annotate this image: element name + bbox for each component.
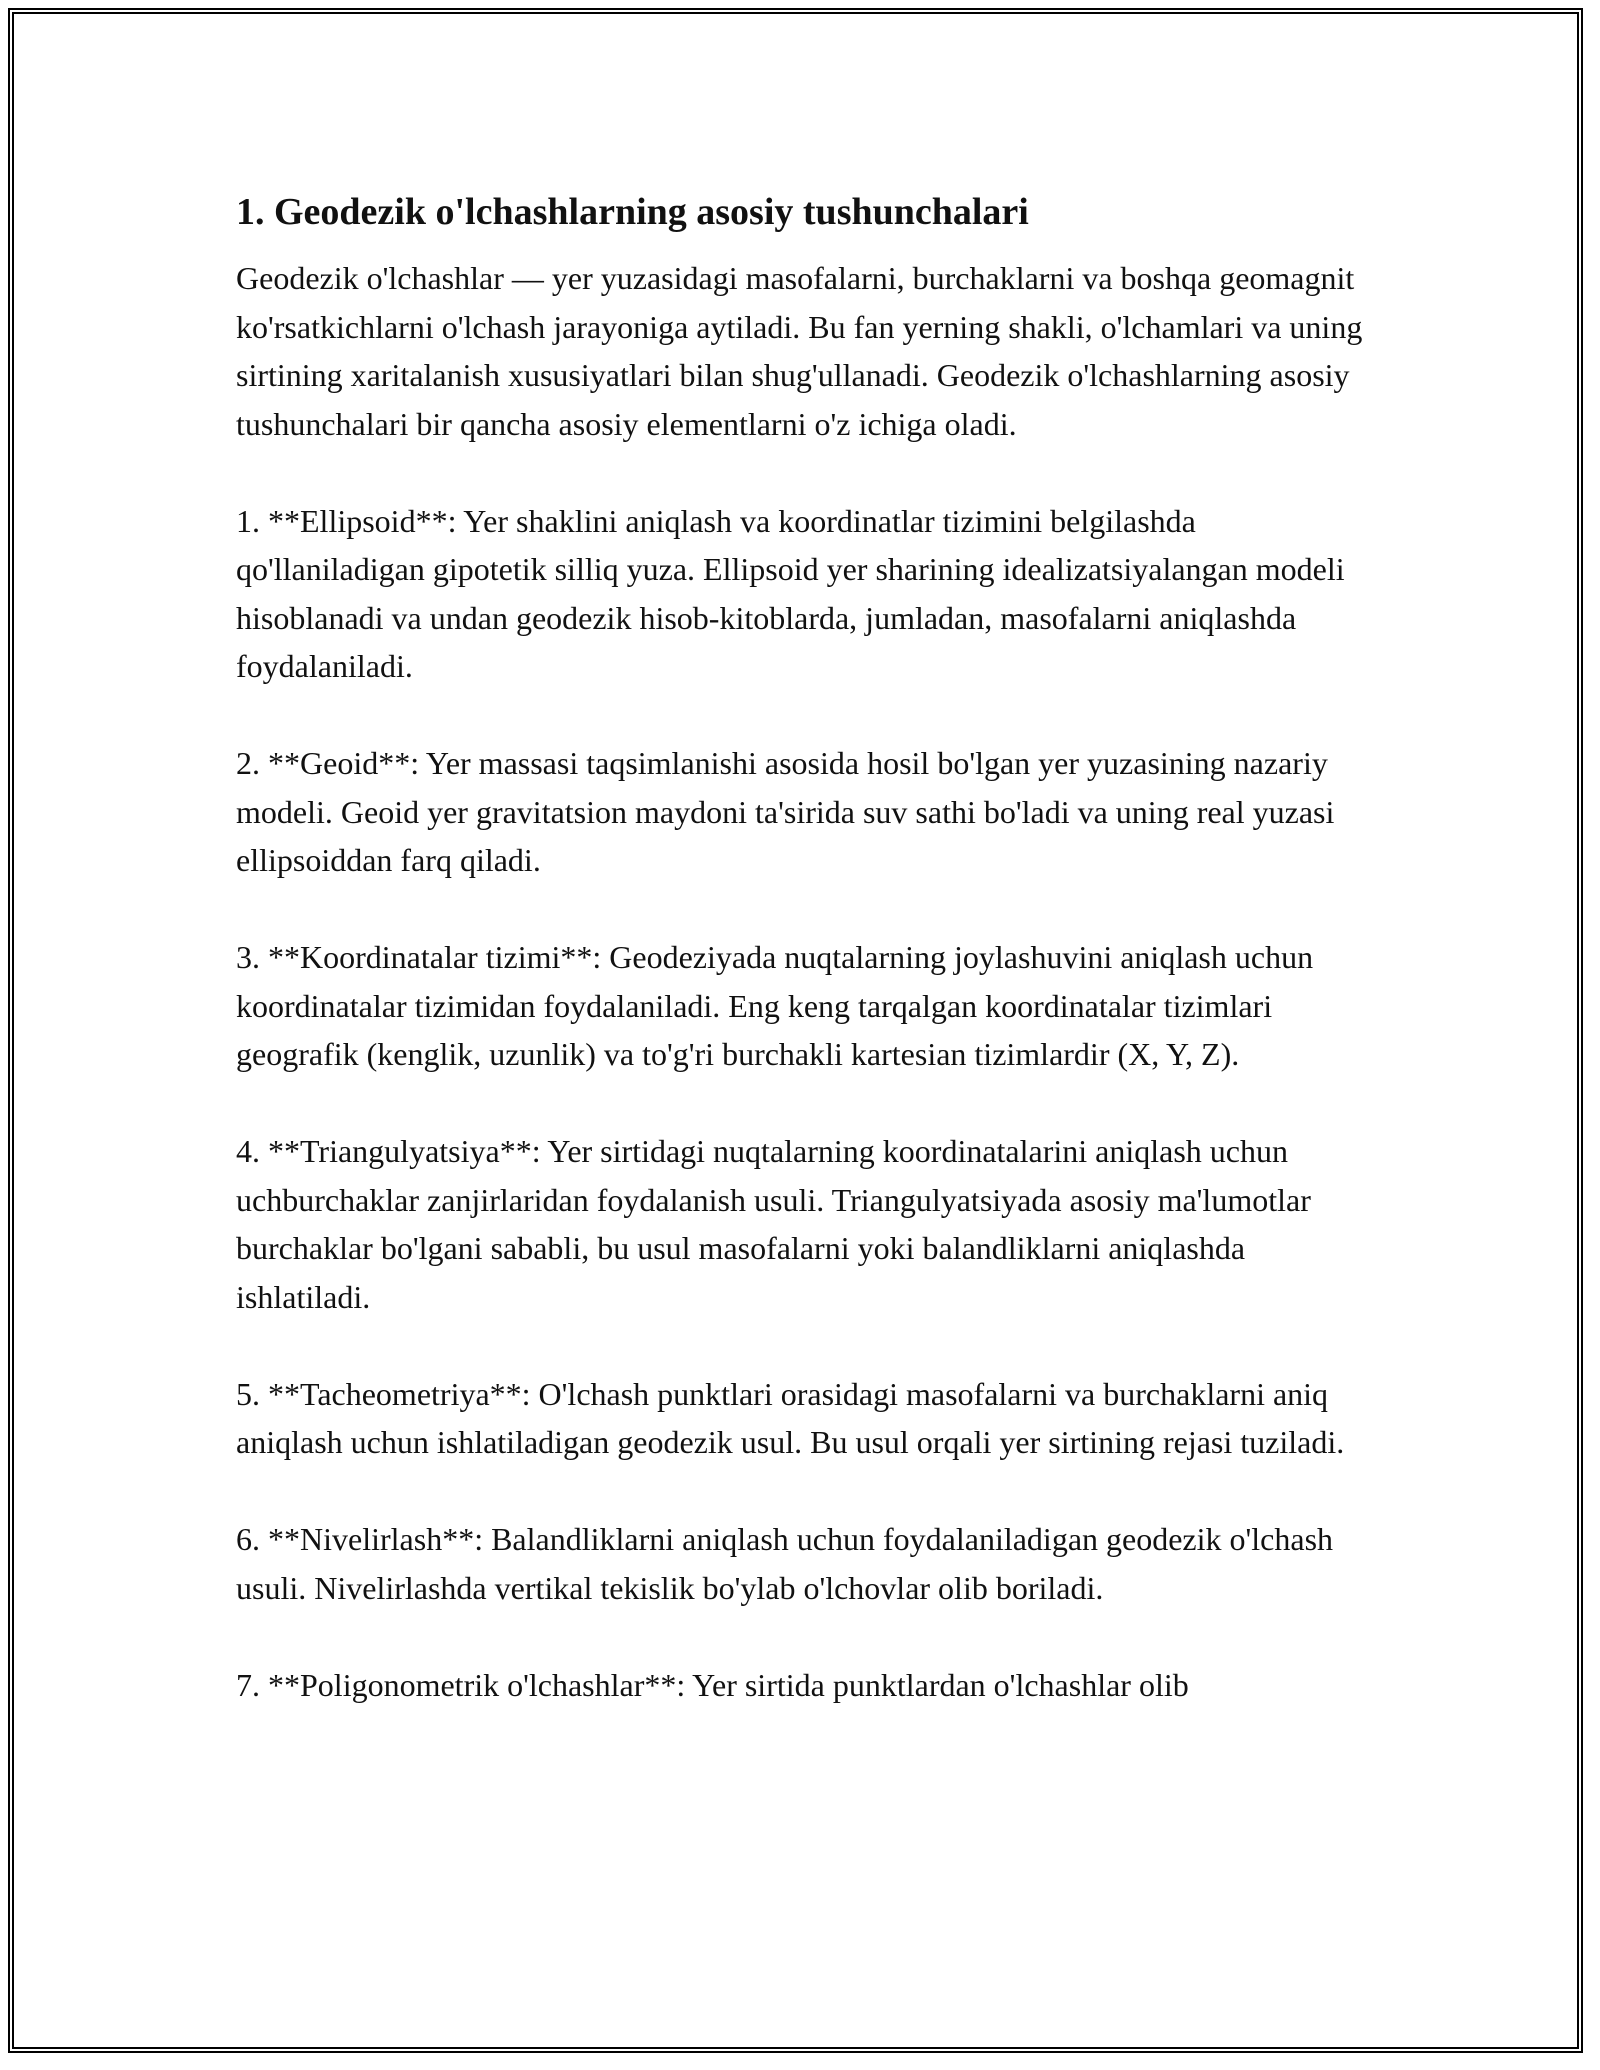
item-ellipsoid: 1. **Ellipsoid**: Yer shaklini aniqlash va koordinatlar tizimini belgilashda qo'llaniladigan gipotetik silliq yuza. Ellipsoid yer sharining idealizatsiyalangan modeli hisoblanadi va undan geodezik hisob-kitoblarda, jumladan, masofalarni aniqlashda foydalaniladi.: [236, 502, 1345, 684]
document-body: [236, 188, 1376, 1758]
item-coordinate-system: 3. **Koordinatalar tizimi**: Geodeziyada nuqtalarning joylashuvini aniqlash uchun koordinatalar tizimidan foydalaniladi. Eng keng tarqalgan koordinatalar tizimlari geografik (kenglik, uzunlik) va to'g'ri burchakli kartesian tizimlardir (X, Y, Z).: [236, 939, 1314, 1072]
item-polygonometry: 7. **Poligonometrik o'lchashlar**: Yer sirtida punktlardan o'lchashlar olib: [236, 1666, 1189, 1703]
item-tacheometry: 5. **Tacheometriya**: O'lchash punktlari orasidagi masofalarni va burchaklarni aniq aniqlash uchun ishlatiladigan geodezik usul. Bu usul orqali yer sirtining rejasi tuziladi.: [236, 1375, 1345, 1460]
item-levelling: 6. **Nivelirlash**: Balandliklarni aniqlash uchun foydalaniladigan geodezik o'lchash usuli. Nivelirlashda vertikal tekislik bo'ylab o'lchovlar olib boriladi.: [236, 1521, 1334, 1606]
item-geoid: 2. **Geoid**: Yer massasi taqsimlanishi asosida hosil bo'lgan yer yuzasining nazariy modeli. Geoid yer gravitatsion maydoni ta'sirida suv sathi bo'ladi va uning real yuzasi ellipsoiddan farq qiladi.: [236, 745, 1335, 878]
section-title: 1. Geodezik o'lchashlarning asosiy tushunchalari: [236, 191, 1029, 233]
intro-paragraph: Geodezik o'lchashlar — yer yuzasidagi masofalarni, burchaklarni va boshqa geomagnit ko'rsatkichlarni o'lchash jarayoniga aytiladi. Bu fan yerning shakli, o'lchamlari va uning sirtining xaritalanish xususiyatlari bilan shug'ullanadi. Geodezik o'lchashlarning asosiy tushunchalari bir qancha asosiy elementlarni o'z ichiga oladi.: [236, 260, 1363, 442]
item-triangulation: 4. **Triangulyatsiya**: Yer sirtidagi nuqtalarning koordinatalarini aniqlash uchun uchburchaklar zanjirlaridan foydalanish usuli. Triangulyatsiyada asosiy ma'lumotlar burchaklar bo'lgani sababli, bu usul masofalarni yoki balandliklarni aniqlashda ishlatiladi.: [236, 1133, 1311, 1315]
